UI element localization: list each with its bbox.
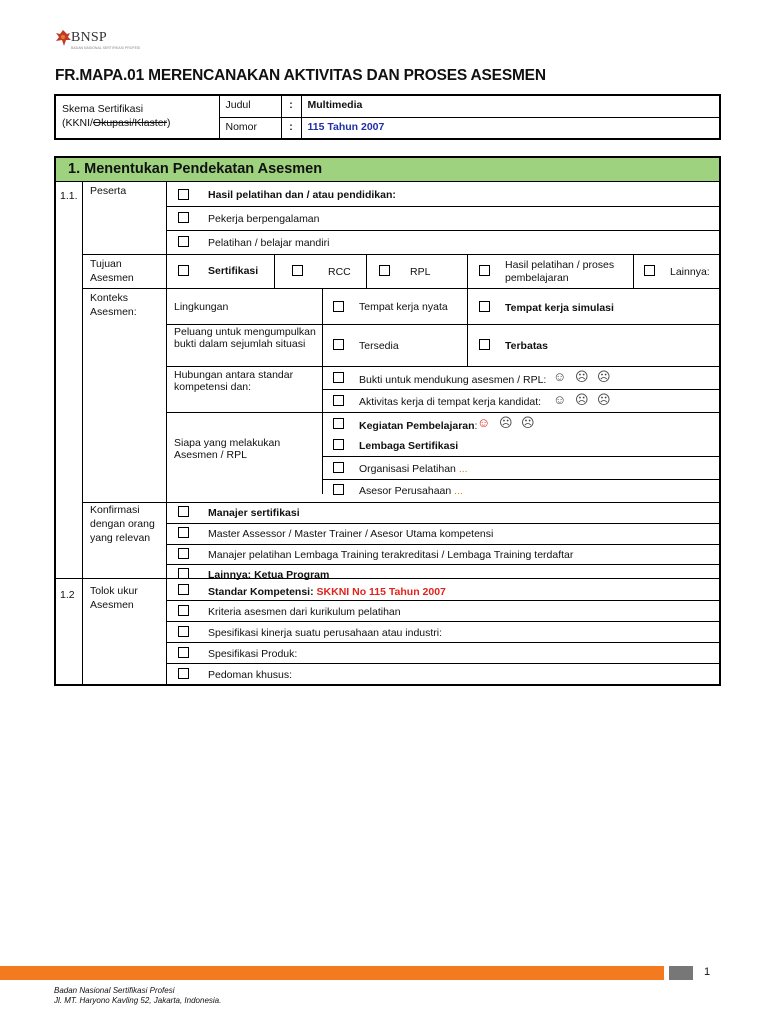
footer-address: Jl. MT. Haryono Kavling 52, Jakarta, Indonesia. [54,996,222,1005]
judul-colon: : [281,95,301,117]
aktivitas-option: Aktivitas kerja di tempat kerja kandidat: [359,396,542,408]
judul-label: Judul [219,95,281,117]
footer-org-name: Badan Nasional Sertifikasi Profesi [54,986,175,995]
peserta-pelatihan-checkbox[interactable] [178,236,189,247]
konfirmasi-manajer-option: Manajer sertifikasi [208,507,300,519]
asesor-checkbox[interactable] [333,484,344,495]
konfirmasi-lainnya-checkbox[interactable] [178,568,189,579]
smiley-happy-icon: ☺ [553,392,567,407]
tempat-nyata-checkbox[interactable] [333,301,344,312]
terbatas-checkbox[interactable] [479,339,490,350]
tolok-pedoman-checkbox[interactable] [178,668,189,679]
footer-grey-block [669,966,693,980]
peserta-label: Peserta [90,185,127,197]
tujuan-rpl-checkbox[interactable] [379,265,390,276]
tolok-pedoman-option: Pedoman khusus: [208,669,293,681]
bukti-option: Bukti untuk mendukung asesmen / RPL: [359,374,547,386]
judul-value: Multimedia [301,95,720,117]
smiley-neutral-icon: ☹ [575,369,589,384]
nomor-value: 115 Tahun 2007 [301,117,720,139]
terbatas-option: Terbatas [505,340,548,352]
nomor-label: Nomor [219,117,281,139]
logo-text: BNSP [71,30,107,45]
page-number: 1 [704,966,711,978]
tujuan-lainnya-option: Lainnya: [670,266,710,278]
section-pendekatan-asesmen [54,156,721,686]
skema-label-cell: Skema Sertifikasi (KKNI/Okupasi/Klaster) [55,95,219,139]
peserta-hasil-option: Hasil pelatihan dan / atau pendidikan: [208,189,396,201]
tujuan-label: Tujuan Asesmen [90,258,134,284]
lingkungan-label: Lingkungan [174,301,229,313]
tersedia-checkbox[interactable] [333,339,344,350]
kegiatan-checkbox[interactable] [333,418,344,429]
tempat-simulasi-checkbox[interactable] [479,301,490,312]
asesor-option: Asesor Perusahaan ... [359,485,463,497]
konfirmasi-label: Konfirmasi dengan orang yang relevan [90,504,155,544]
peserta-pekerja-option: Pekerja berpengalaman [208,213,320,225]
bnsp-logo [55,28,145,54]
konfirmasi-master-checkbox[interactable] [178,527,189,538]
nomor-colon: : [281,117,301,139]
tolok-spesifikasi-produk-option: Spesifikasi Produk: [208,648,298,660]
aktivitas-checkbox[interactable] [333,395,344,406]
konfirmasi-manajer-checkbox[interactable] [178,506,189,517]
smiley-happy-icon: ☺ [553,369,567,384]
konteks-label: Konteks Asesmen: [90,292,137,318]
form-title: FR.MAPA.01 MERENCANAKAN AKTIVITAS DAN PROSES ASESMEN [55,67,546,84]
skema-label: Skema Sertifikasi [62,103,144,115]
lembaga-checkbox[interactable] [333,439,344,450]
tolok-standar-checkbox[interactable] [178,584,189,595]
kegiatan-option: Kegiatan Pembelajaran: [359,420,478,432]
tolok-spesifikasi-kinerja-checkbox[interactable] [178,626,189,637]
section-heading: 1. Menentukan Pendekatan Asesmen [56,158,719,182]
smiley-sad-icon: ☹ [597,392,611,407]
smiley-happy-selected-icon: ☺ [477,415,491,430]
tujuan-sertifikasi-checkbox[interactable] [178,265,189,276]
tolok-standar-option: Standar Kompetensi: SKKNI No 115 Tahun 2007 [208,586,446,598]
tujuan-hasil-checkbox[interactable] [479,265,490,276]
konfirmasi-lainnya-option: Lainnya: Ketua Program [208,569,330,581]
konfirmasi-master-option: Master Assessor / Master Trainer / Asesor Utama kompetensi [208,528,494,540]
tujuan-lainnya-checkbox[interactable] [644,265,655,276]
footer-orange-bar [0,966,664,980]
tolok-label: Tolok ukur Asesmen [90,585,138,611]
row-number-1-2: 1.2 [60,589,75,601]
smiley-sad-icon: ☹ [597,369,611,384]
tujuan-rpl-option: RPL [410,266,431,278]
garuda-icon [55,28,71,48]
standar-value: SKKNI No 115 Tahun 2007 [316,586,446,598]
tempat-nyata-option: Tempat kerja nyata [359,301,448,313]
smiley-neutral-icon: ☹ [575,392,589,407]
tempat-simulasi-option: Tempat kerja simulasi [505,302,614,314]
tolok-spesifikasi-kinerja-option: Spesifikasi kinerja suatu perusahaan atau industri: [208,627,443,639]
tujuan-sertifikasi-option: Sertifikasi [208,265,259,277]
konfirmasi-manajer-pelatihan-checkbox[interactable] [178,548,189,559]
tersedia-option: Tersedia [359,340,399,352]
tujuan-rcc-checkbox[interactable] [292,265,303,276]
peluang-label: Peluang untuk mengumpulkan bukti dalam sejumlah situasi [174,326,316,350]
skema-table [54,94,721,140]
row-number-1-1: 1.1. [60,190,78,202]
logo-subtitle: BADAN NASIONAL SERTIFIKASI PROFESI [71,46,141,50]
organisasi-checkbox[interactable] [333,462,344,473]
tujuan-rcc-option: RCC [328,266,351,278]
smiley-sad-icon: ☹ [521,415,535,430]
tolok-spesifikasi-produk-checkbox[interactable] [178,647,189,658]
bukti-checkbox[interactable] [333,372,344,383]
konfirmasi-manajer-pelatihan-option: Manajer pelatihan Lembaga Training terakreditasi / Lembaga Training terdaftar [208,549,574,561]
organisasi-option: Organisasi Pelatihan ... [359,463,468,475]
peserta-hasil-checkbox[interactable] [178,189,189,200]
tolok-kriteria-checkbox[interactable] [178,605,189,616]
smiley-neutral-icon: ☹ [499,415,513,430]
lembaga-option: Lembaga Sertifikasi [359,440,459,452]
peserta-pekerja-checkbox[interactable] [178,212,189,223]
tolok-kriteria-option: Kriteria asesmen dari kurikulum pelatihan [208,606,401,618]
skema-strike-text: Okupasi/Klaster [92,117,168,129]
tujuan-hasil-option: Hasil pelatihan / proses pembelajaran [505,259,615,284]
siapa-label: Siapa yang melakukan Asesmen / RPL [174,437,281,461]
hubungan-label: Hubungan antara standar kompetensi dan: [174,369,294,393]
peserta-pelatihan-option: Pelatihan / belajar mandiri [208,237,330,249]
